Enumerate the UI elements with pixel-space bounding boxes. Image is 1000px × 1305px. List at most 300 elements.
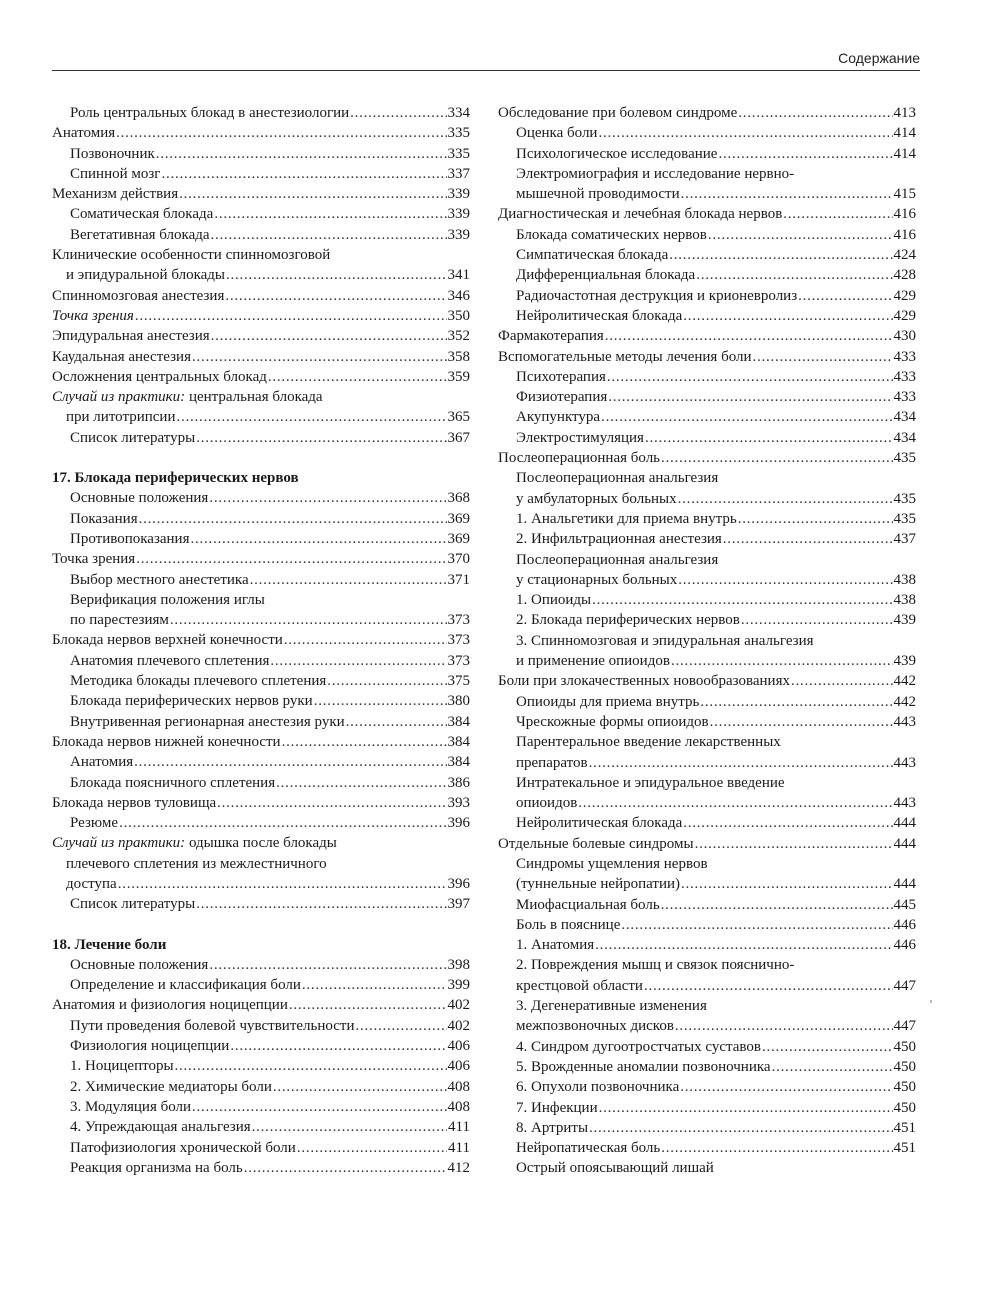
header-rule: [52, 70, 920, 71]
toc-entry: [498, 245, 916, 265]
toc-entry: [52, 995, 470, 1015]
dot-leader: [678, 489, 893, 509]
toc-entry-title: Симпатическая блокада: [516, 247, 669, 264]
toc-entry-text: [516, 856, 708, 872]
toc-entry-line: [516, 1077, 916, 1097]
dot-leader: [116, 123, 446, 143]
toc-entry-title: (туннельные нейропатии): [516, 876, 681, 893]
toc-entry: [498, 1138, 916, 1158]
toc-entry-title: Нейролитическая блокада: [516, 307, 683, 324]
toc-entry-text: [70, 651, 269, 671]
toc-entry: [52, 144, 470, 164]
toc-entry-line: [516, 407, 916, 427]
dot-leader: [669, 245, 892, 265]
toc-entry-line: [516, 651, 916, 671]
toc-entry-text: [498, 834, 694, 854]
toc-entry-text: [516, 813, 682, 833]
toc-entry: [498, 1118, 916, 1138]
toc-entry-text: [516, 144, 717, 164]
toc-entry-text: [516, 1077, 679, 1097]
dot-leader: [226, 265, 447, 285]
toc-entry-title: 18. Лечение боли: [52, 936, 167, 953]
toc-entry-line: [52, 367, 470, 387]
toc-entry-text: [70, 570, 249, 590]
toc-page-number: 335: [447, 145, 470, 162]
toc-entry-line: [516, 955, 916, 975]
toc-entry: [498, 590, 916, 610]
toc-entry: [52, 103, 470, 123]
toc-entry-line: [516, 286, 916, 306]
toc-entry-title: Противопоказания: [70, 530, 190, 547]
toc-entry-line: [498, 671, 916, 691]
toc-page-number: 433: [893, 368, 916, 385]
toc-entry-line: [70, 1138, 470, 1158]
toc-entry-text: [498, 204, 782, 224]
toc-entry-title: 17. Блокада периферических нервов: [52, 470, 299, 487]
toc-entry-title: у амбулаторных больных: [516, 490, 677, 507]
toc-entry-line: [52, 326, 470, 346]
toc-page-number: 402: [447, 1017, 470, 1034]
toc-entry-title: Механизм действия: [52, 186, 179, 203]
toc-entry: [498, 387, 916, 407]
toc-entry-line: [498, 448, 916, 468]
toc-entry-line: [516, 1057, 916, 1077]
dot-leader: [297, 1138, 447, 1158]
toc-entry-text: [52, 835, 337, 851]
toc-entry-text: [52, 630, 283, 650]
toc-entry: [498, 1077, 916, 1097]
toc-entry-title: Список литературы: [70, 429, 196, 446]
toc-entry: [52, 570, 470, 590]
toc-entry-line: [516, 367, 916, 387]
dot-leader: [661, 1138, 892, 1158]
toc-entry-line: [52, 286, 470, 306]
dot-leader: [350, 103, 446, 123]
toc-entry: [52, 671, 470, 691]
toc-entry-text: [70, 894, 195, 914]
toc-entry: [52, 975, 470, 995]
toc-entry-line: [52, 347, 470, 367]
toc-entry-title: Основные положения: [70, 490, 209, 507]
toc-entry-text: [52, 326, 210, 346]
toc-entry: [52, 712, 470, 732]
toc-entry-text: [516, 387, 607, 407]
toc-entry-text: [516, 509, 737, 529]
toc-entry-text: [516, 286, 797, 306]
dot-leader: [273, 1077, 447, 1097]
toc-entry-title: Блокада нервов туловища: [52, 794, 217, 811]
toc-entry-text: [70, 813, 118, 833]
toc-entry-line: [516, 712, 916, 732]
toc-page-number: 438: [893, 592, 916, 609]
toc-entry-title: Физиотерапия: [516, 389, 608, 406]
toc-entry-line: [70, 144, 470, 164]
toc-entry-title: Анатомия плечевого сплетения: [70, 652, 270, 669]
toc-entry-title: Психотерапия: [516, 368, 606, 385]
toc-entry-title: Спинномозговая анестезия: [52, 287, 225, 304]
toc-entry-title: Точка зрения: [52, 551, 136, 568]
toc-entry-line: [498, 347, 916, 367]
dot-leader: [276, 773, 446, 793]
toc-entry-title: 4. Синдром дугоотростчатых суставов: [516, 1038, 761, 1055]
toc-entry-text: [70, 712, 345, 732]
toc-entry-title: Синдромы ущемления нервов: [516, 855, 708, 872]
toc-page-number: 412: [447, 1159, 470, 1176]
dot-leader: [139, 509, 447, 529]
toc-entry-text: [70, 610, 169, 630]
toc-entry-text: [70, 529, 189, 549]
dot-leader: [675, 1016, 893, 1036]
toc-entry: [498, 895, 916, 915]
toc-entry-text: [70, 1056, 174, 1076]
toc-page-number: 399: [447, 977, 470, 994]
toc-entry: [52, 590, 470, 631]
toc-entry-text: [516, 1138, 660, 1158]
toc-entry-text: [516, 734, 781, 750]
toc-entry-title: Резюме: [70, 815, 119, 832]
toc-entry-text: [516, 265, 695, 285]
toc-entry-text: [516, 915, 620, 935]
toc-entry-line: [70, 975, 470, 995]
toc-entry-title: 3. Спинномозговая и эпидуральная анальгезия: [516, 632, 814, 649]
toc-entry-text: [70, 1158, 243, 1178]
toc-page-number: 447: [893, 1018, 916, 1035]
toc-entry-text: [516, 895, 660, 915]
toc-page-number: 339: [447, 206, 470, 223]
dot-leader: [156, 144, 447, 164]
toc-entry-title: Электромиография и исследование нервно-: [516, 165, 795, 182]
toc-entry: [52, 387, 470, 428]
toc-entry-line: [70, 1016, 470, 1036]
toc-entry-title: Острый опоясывающий лишай: [516, 1160, 714, 1177]
toc-entry-title: 1. Анатомия: [516, 937, 595, 954]
toc-entry-title: Анатомия: [70, 754, 134, 771]
toc-entry-title: Блокада нервов верхней конечности: [52, 632, 283, 649]
toc-entry-text: [516, 1037, 761, 1057]
toc-entry: [498, 1158, 916, 1178]
toc-entry: [498, 144, 916, 164]
toc-entry-text: [70, 428, 195, 448]
toc-page-number: 397: [447, 896, 470, 913]
toc-entry: [52, 164, 470, 184]
dot-leader: [683, 813, 892, 833]
toc-entry: [52, 732, 470, 752]
toc-entry-title: Клинические особенности спинномозговой: [52, 247, 331, 264]
toc-page-number: 375: [447, 673, 470, 690]
toc-page-number: 369: [447, 510, 470, 527]
dot-leader: [214, 204, 446, 224]
toc-entry: [52, 306, 470, 326]
toc-entry-line: [70, 651, 470, 671]
toc-entry: [498, 164, 916, 205]
toc-entry-line: [70, 1077, 470, 1097]
toc-entry: [498, 712, 916, 732]
toc-page-number: 380: [447, 693, 470, 710]
running-title: Содержание: [838, 50, 920, 66]
toc-entry-title: Миофасциальная боль: [516, 896, 660, 913]
toc-entry: [52, 123, 470, 143]
toc-entry-title: доступа: [66, 875, 117, 892]
dot-leader: [710, 712, 893, 732]
toc-entry-text: [516, 957, 794, 973]
toc-entry-title: Эпидуральная анестезия: [52, 328, 210, 345]
toc-page-number: 434: [893, 429, 916, 446]
toc-entry-text: [516, 935, 594, 955]
page-header: [0, 50, 920, 70]
toc-entry-text: [516, 166, 794, 182]
toc-entry-title: 4. Упреждающая анальгезия: [70, 1119, 251, 1136]
toc-page-number: 434: [893, 409, 916, 426]
toc-entry-text: [516, 225, 707, 245]
dot-leader: [314, 691, 447, 711]
toc-entry-title: Физиология ноцицепции: [70, 1038, 230, 1055]
toc-page-number: 429: [893, 287, 916, 304]
toc-entry-line: [70, 1158, 470, 1178]
toc-entry-title: 5. Врожденные аномалии позвоночника: [516, 1058, 771, 1075]
toc-entry-title: у стационарных больных: [516, 571, 678, 588]
toc-page-number: 450: [893, 1079, 916, 1096]
toc-page-number: 414: [893, 125, 916, 142]
dot-leader: [681, 874, 892, 894]
toc-entry-title: при литотрипсии: [66, 409, 176, 426]
toc-entry-title: Блокада поясничного сплетения: [70, 774, 276, 791]
toc-page-number: 411: [448, 1139, 470, 1156]
dot-leader: [134, 752, 446, 772]
toc-entry-text: [70, 103, 349, 123]
toc-entry-title: Боли при злокачественных новообразованиях: [498, 673, 790, 690]
toc-entry: [52, 752, 470, 772]
toc-page-number: 350: [447, 307, 470, 324]
toc-entry-line: [516, 1118, 916, 1138]
toc-entry-line: [70, 164, 470, 184]
toc-page-number: 435: [893, 510, 916, 527]
toc-entry-text: [52, 389, 323, 405]
toc-entry-title: Нейропатическая боль: [516, 1140, 661, 1157]
toc-entry: [52, 1138, 470, 1158]
toc-entry-text: [70, 1036, 229, 1056]
dot-leader: [284, 630, 447, 650]
toc-entry-line: [516, 529, 916, 549]
toc-entry-line: [498, 326, 916, 346]
toc-page-number: 429: [893, 307, 916, 324]
dot-leader: [356, 1016, 447, 1036]
toc-entry-title: Выбор местного анестетика: [70, 571, 249, 588]
toc-entry-title: Показания: [70, 510, 138, 527]
toc-page-number: 369: [447, 530, 470, 547]
toc-page-number: 416: [893, 226, 916, 243]
toc-entry-text: [516, 1057, 771, 1077]
toc-entry-text: [516, 367, 606, 387]
toc-entry-line: [516, 895, 916, 915]
toc-entry-line: [70, 1036, 470, 1056]
dot-leader: [217, 793, 446, 813]
toc-entry-line: [70, 509, 470, 529]
dot-leader: [327, 671, 446, 691]
dot-leader: [135, 306, 447, 326]
dot-leader: [645, 428, 893, 448]
toc-page-number: 451: [893, 1119, 916, 1136]
toc-entry-title: Послеоперационная боль: [498, 450, 661, 467]
toc-page-number: 339: [447, 226, 470, 243]
dot-leader: [708, 225, 893, 245]
toc-entry-text: [70, 144, 155, 164]
toc-entry-title: плечевого сплетения из межлестничного: [66, 855, 327, 872]
toc-entry-line: [516, 184, 916, 204]
dot-leader: [225, 286, 446, 306]
dot-leader: [589, 753, 893, 773]
toc-entry-title: Радиочастотная деструкция и крионевролиз: [516, 287, 798, 304]
toc-entry: [498, 225, 916, 245]
toc-page-number: 393: [447, 794, 470, 811]
dot-leader: [741, 610, 893, 630]
toc-entry-text: [516, 123, 597, 143]
toc-entry-title: Послеоперационная анальгезия: [516, 470, 719, 487]
toc-page-number: 442: [893, 673, 916, 690]
toc-entry: [498, 428, 916, 448]
toc-entry-text: [52, 247, 330, 263]
toc-entry-line: [70, 590, 470, 610]
toc-entry-title: Роль центральных блокад в анестезиологии: [70, 105, 350, 121]
toc-entry-line: [516, 854, 916, 874]
toc-entry-line: [516, 732, 916, 752]
toc-entry-line: [516, 245, 916, 265]
toc-entry-title: и эпидуральной блокады: [66, 267, 225, 284]
toc-entry: [498, 610, 916, 630]
toc-entry-line: [52, 793, 470, 813]
dot-leader: [681, 184, 893, 204]
dot-leader: [211, 225, 447, 245]
toc-entry: [498, 367, 916, 387]
toc-entry-text: [70, 975, 301, 995]
toc-entry-text: [516, 692, 699, 712]
dot-leader: [209, 488, 446, 508]
toc-entry-text: [516, 306, 682, 326]
dot-leader: [268, 367, 447, 387]
toc-entry-text: [52, 184, 178, 204]
toc-entry-title: Спинной мозг: [70, 165, 161, 182]
toc-page-number: 430: [893, 328, 916, 345]
toc-entry-title: Патофизиология хронической боли: [70, 1139, 296, 1156]
toc-page-number: 444: [893, 876, 916, 893]
toc-page-number: 433: [893, 389, 916, 406]
toc-entry-line: [52, 732, 470, 752]
toc-page-number: 370: [447, 551, 470, 568]
toc-entry: [52, 651, 470, 671]
toc-entry-text: [52, 549, 135, 569]
toc-entry-line: [70, 671, 470, 691]
toc-entry-line: [516, 164, 916, 184]
dot-leader: [192, 1097, 446, 1117]
toc-page-number: 384: [447, 713, 470, 730]
dot-leader: [791, 671, 893, 691]
toc-page-number: 451: [893, 1140, 916, 1157]
toc-entry-line: [516, 225, 916, 245]
toc-entry-title: Реакция организма на боль: [70, 1159, 243, 1176]
toc-entry-title: Соматическая блокада: [70, 206, 214, 223]
toc-entry-text: [70, 204, 213, 224]
toc-entry: [498, 1057, 916, 1077]
toc-entry: [52, 549, 470, 569]
toc-entry-title: Блокада периферических нервов руки: [70, 693, 313, 710]
toc-entry-text: [70, 1117, 251, 1137]
toc-entry-line: [516, 468, 916, 488]
toc-entry-text: [70, 671, 326, 691]
toc-column-left: [52, 103, 470, 1178]
toc-entry-title: препаратов: [516, 754, 588, 771]
toc-entry: [498, 935, 916, 955]
toc-entry: [52, 1097, 470, 1117]
toc-entry-text: [516, 428, 644, 448]
toc-entry-text: [70, 1016, 355, 1036]
toc-entry-line: [70, 752, 470, 772]
toc-entry-text: [516, 874, 680, 894]
toc-entry-title: центральная блокада: [188, 389, 323, 406]
dot-leader: [621, 915, 892, 935]
toc-entry: [498, 773, 916, 814]
toc-page-number: 373: [447, 632, 470, 649]
toc-entry-line: [52, 995, 470, 1015]
toc-entry-line: [516, 793, 916, 813]
dot-leader: [282, 732, 447, 752]
toc-entry-line: [52, 123, 470, 143]
toc-entry-title: Опиоиды для приема внутрь: [516, 693, 700, 710]
toc-entry-line: [498, 204, 916, 224]
toc-entry-line: [516, 590, 916, 610]
toc-entry-text: [70, 773, 275, 793]
toc-entry-line: [52, 245, 470, 265]
toc-entry-title: одышка после блокады: [188, 835, 337, 852]
toc-page-number: 359: [447, 368, 470, 385]
toc-entry-title: Фармакотерапия: [498, 328, 604, 345]
dot-leader: [209, 955, 446, 975]
toc-entry-line: [516, 144, 916, 164]
toc-entry-title: Отдельные болевые синдромы: [498, 835, 694, 852]
toc-entry-text: [516, 552, 718, 568]
chapter-heading: [52, 935, 470, 955]
toc-page-number: 371: [447, 571, 470, 588]
toc-entry-line: [516, 1138, 916, 1158]
toc-entry: [498, 103, 916, 123]
toc-entry-title: Определение и классификация боли: [70, 977, 301, 994]
dot-leader: [598, 123, 892, 143]
toc-entry-text: [516, 590, 591, 610]
dot-leader: [607, 367, 893, 387]
toc-entry-text: [70, 1138, 296, 1158]
toc-page-number: 415: [893, 186, 916, 203]
dot-leader: [170, 610, 447, 630]
toc-entry-text: [498, 448, 660, 468]
toc-entry-title: мышечной проводимости: [516, 186, 680, 203]
toc-entry-line: [70, 610, 470, 630]
toc-entry: [52, 286, 470, 306]
dot-leader: [695, 834, 893, 854]
toc-page-number: 435: [893, 490, 916, 507]
dot-leader: [589, 1118, 892, 1138]
toc-entry: [52, 225, 470, 245]
toc-entry-title: Обследование при болевом синдроме: [498, 105, 738, 121]
toc-entry-line: [52, 833, 470, 853]
toc-entry-text: [516, 998, 707, 1014]
toc-entry: [52, 813, 470, 833]
dot-leader: [302, 975, 447, 995]
toc-entry-line: [70, 691, 470, 711]
toc-entry: [498, 407, 916, 427]
toc-page-number: 414: [893, 145, 916, 162]
toc-entry-text: [52, 123, 115, 143]
toc-entry-title: Верификация положения иглы: [70, 591, 265, 608]
toc-page-number: 396: [447, 875, 470, 892]
toc-entry-title: Чрескожные формы опиоидов: [516, 713, 709, 730]
